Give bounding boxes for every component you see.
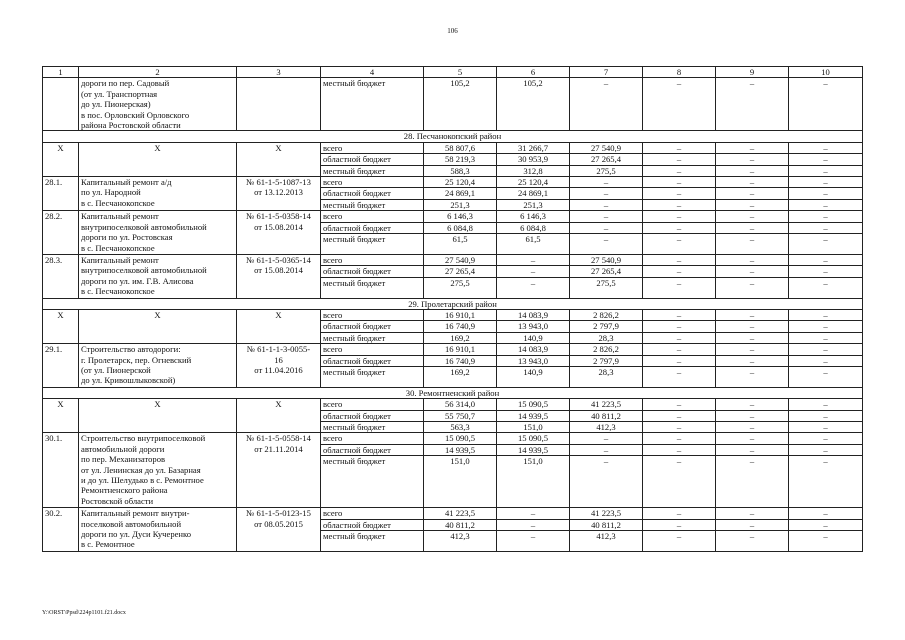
table-row: [43, 78, 863, 131]
value-cell: 412,3: [570, 530, 643, 551]
value-cell: 24 869,1: [497, 188, 570, 199]
funding-source: областной бюджет: [321, 519, 424, 530]
value-cell: –: [716, 142, 789, 153]
value-cell: 25 120,4: [497, 177, 570, 188]
value-cell: –: [643, 456, 716, 508]
value-cell: 30 953,9: [497, 154, 570, 165]
value-cell: 13 943,0: [497, 355, 570, 366]
value-cell: 16 910,1: [424, 309, 497, 320]
value-cell: –: [570, 199, 643, 210]
value-cell: 15 090,5: [424, 433, 497, 444]
value-cell: 6 146,3: [497, 211, 570, 222]
funding-source: областной бюджет: [321, 321, 424, 332]
value-cell: –: [643, 222, 716, 233]
funding-source: всего: [321, 399, 424, 410]
value-cell: –: [716, 234, 789, 255]
value-cell: –: [643, 530, 716, 551]
value-cell: –: [497, 508, 570, 519]
value-cell: –: [643, 309, 716, 320]
value-cell: 14 083,9: [497, 309, 570, 320]
column-header-row: [43, 67, 863, 78]
column-header: 6: [497, 67, 570, 78]
value-cell: 15 090,5: [497, 399, 570, 410]
value-cell: 275,5: [570, 165, 643, 176]
footer-file-path: Y:\ORST\Ppsd\224p1101.f21.docx: [42, 610, 126, 616]
table-row: [43, 254, 863, 265]
value-cell: –: [570, 234, 643, 255]
value-cell: 61,5: [424, 234, 497, 255]
value-cell: –: [643, 254, 716, 265]
value-cell: –: [643, 266, 716, 277]
value-cell: –: [716, 211, 789, 222]
funding-source: местный бюджет: [321, 332, 424, 343]
value-cell: –: [789, 332, 863, 343]
funding-source: всего: [321, 177, 424, 188]
value-cell: 6 146,3: [424, 211, 497, 222]
value-cell: –: [789, 78, 863, 131]
value-cell: –: [789, 266, 863, 277]
item-name: Строительство внутрипоселковой автомобильной дороги по пер. Механизаторов от ул. Ленинская до ул. Базарная и до ул. Шелудько в с. Ремонтное Ремонтненского района Ростовской области: [79, 433, 237, 508]
value-cell: 55 750,7: [424, 410, 497, 421]
value-cell: 14 939,5: [424, 444, 497, 455]
value-cell: –: [497, 266, 570, 277]
funding-source: областной бюджет: [321, 188, 424, 199]
item-document: № 61-1-5-1087-13 от 13.12.2013: [237, 177, 321, 211]
value-cell: –: [643, 444, 716, 455]
table-row: [43, 309, 863, 320]
funding-source: всего: [321, 433, 424, 444]
value-cell: –: [789, 530, 863, 551]
funding-source: областной бюджет: [321, 154, 424, 165]
item-number: 28.1.: [43, 177, 79, 211]
value-cell: –: [643, 399, 716, 410]
table-row: [43, 344, 863, 355]
funding-source: всего: [321, 142, 424, 153]
value-cell: –: [497, 254, 570, 265]
value-cell: 41 223,5: [570, 508, 643, 519]
funding-source: местный бюджет: [321, 421, 424, 432]
item-number: 30.2.: [43, 508, 79, 552]
value-cell: –: [643, 508, 716, 519]
item-document: Х: [237, 309, 321, 343]
table-row: [43, 433, 863, 444]
table-body: [43, 67, 863, 552]
value-cell: –: [716, 421, 789, 432]
value-cell: –: [716, 433, 789, 444]
value-cell: –: [497, 277, 570, 298]
item-document: № 61-1-1-3-0055- 16 от 11.04.2016: [237, 344, 321, 388]
item-document: № 61-1-5-0358-14 от 15.08.2014: [237, 211, 321, 255]
item-document: № 61-1-5-0123-15 от 08.05.2015: [237, 508, 321, 552]
item-document: № 61-1-5-0558-14 от 21.11.2014: [237, 433, 321, 508]
value-cell: –: [643, 188, 716, 199]
funding-source: местный бюджет: [321, 199, 424, 210]
funding-source: всего: [321, 309, 424, 320]
value-cell: 151,0: [424, 456, 497, 508]
value-cell: 151,0: [497, 421, 570, 432]
value-cell: 2 797,9: [570, 355, 643, 366]
value-cell: –: [716, 165, 789, 176]
value-cell: –: [570, 222, 643, 233]
value-cell: 61,5: [497, 234, 570, 255]
value-cell: 2 826,2: [570, 309, 643, 320]
item-document: [237, 78, 321, 131]
value-cell: –: [716, 530, 789, 551]
value-cell: 105,2: [497, 78, 570, 131]
value-cell: –: [789, 321, 863, 332]
item-name: Х: [79, 399, 237, 433]
column-header: 7: [570, 67, 643, 78]
table-row: [43, 399, 863, 410]
funding-source: всего: [321, 344, 424, 355]
value-cell: 58 807,6: [424, 142, 497, 153]
value-cell: 2 797,9: [570, 321, 643, 332]
funding-source: всего: [321, 508, 424, 519]
item-number: 30.1.: [43, 433, 79, 508]
value-cell: –: [789, 177, 863, 188]
value-cell: 412,3: [424, 530, 497, 551]
value-cell: 588,3: [424, 165, 497, 176]
value-cell: 2 826,2: [570, 344, 643, 355]
value-cell: –: [716, 332, 789, 343]
value-cell: –: [570, 177, 643, 188]
value-cell: –: [789, 188, 863, 199]
item-number: 28.3.: [43, 254, 79, 298]
column-header: 5: [424, 67, 497, 78]
value-cell: –: [716, 254, 789, 265]
value-cell: 27 265,4: [424, 266, 497, 277]
value-cell: 6 084,8: [424, 222, 497, 233]
value-cell: –: [789, 366, 863, 387]
district-title: 30. Ремонтненский район: [43, 387, 863, 398]
value-cell: –: [789, 355, 863, 366]
value-cell: 14 083,9: [497, 344, 570, 355]
value-cell: –: [643, 177, 716, 188]
value-cell: –: [716, 154, 789, 165]
column-header: 2: [79, 67, 237, 78]
value-cell: 563,3: [424, 421, 497, 432]
value-cell: –: [789, 444, 863, 455]
funding-source: местный бюджет: [321, 277, 424, 298]
value-cell: 14 939,5: [497, 444, 570, 455]
value-cell: 25 120,4: [424, 177, 497, 188]
value-cell: –: [643, 211, 716, 222]
district-header-row: [43, 131, 863, 142]
table-row: [43, 211, 863, 222]
table-row: [43, 508, 863, 519]
value-cell: –: [716, 410, 789, 421]
item-name: Строительство автодороги: г. Пролетарск, пер. Огневский (от ул. Пионерской до ул. Кривошлыковской): [79, 344, 237, 388]
value-cell: 140,9: [497, 366, 570, 387]
value-cell: 41 223,5: [570, 399, 643, 410]
item-name: Капитальный ремонт а/д по ул. Народной в с. Песчанокопское: [79, 177, 237, 211]
item-name: дороги по пер. Садовый (от ул. Транспортная до ул. Пионерская) в пос. Орловский Орловского района Ростовской области: [79, 78, 237, 131]
item-number: 28.2.: [43, 211, 79, 255]
value-cell: –: [716, 277, 789, 298]
value-cell: –: [716, 266, 789, 277]
value-cell: –: [716, 344, 789, 355]
column-header: 3: [237, 67, 321, 78]
district-header-row: [43, 298, 863, 309]
value-cell: 169,2: [424, 332, 497, 343]
column-header: 1: [43, 67, 79, 78]
value-cell: 40 811,2: [424, 519, 497, 530]
value-cell: 16 740,9: [424, 355, 497, 366]
funding-source: всего: [321, 211, 424, 222]
value-cell: –: [643, 78, 716, 131]
funding-source: местный бюджет: [321, 78, 424, 131]
value-cell: –: [497, 530, 570, 551]
value-cell: –: [643, 142, 716, 153]
value-cell: –: [789, 154, 863, 165]
value-cell: 412,3: [570, 421, 643, 432]
item-number: 29.1.: [43, 344, 79, 388]
value-cell: 16 740,9: [424, 321, 497, 332]
funding-source: местный бюджет: [321, 366, 424, 387]
item-number: Х: [43, 309, 79, 343]
item-number: Х: [43, 399, 79, 433]
value-cell: 56 314,0: [424, 399, 497, 410]
table-row: [43, 142, 863, 153]
district-title: 29. Пролетарский район: [43, 298, 863, 309]
column-header: 8: [643, 67, 716, 78]
value-cell: –: [716, 222, 789, 233]
value-cell: 27 265,4: [570, 154, 643, 165]
value-cell: –: [643, 410, 716, 421]
value-cell: –: [497, 519, 570, 530]
value-cell: –: [716, 456, 789, 508]
value-cell: 31 266,7: [497, 142, 570, 153]
value-cell: –: [570, 78, 643, 131]
value-cell: 151,0: [497, 456, 570, 508]
value-cell: –: [643, 234, 716, 255]
column-header: 9: [716, 67, 789, 78]
value-cell: –: [789, 199, 863, 210]
value-cell: –: [789, 309, 863, 320]
value-cell: –: [716, 355, 789, 366]
value-cell: –: [789, 234, 863, 255]
item-name: Х: [79, 309, 237, 343]
value-cell: –: [643, 433, 716, 444]
value-cell: –: [716, 444, 789, 455]
item-document: Х: [237, 142, 321, 176]
value-cell: –: [789, 211, 863, 222]
value-cell: –: [716, 366, 789, 387]
value-cell: –: [716, 309, 789, 320]
value-cell: –: [789, 277, 863, 298]
value-cell: 28,3: [570, 332, 643, 343]
value-cell: 41 223,5: [424, 508, 497, 519]
funding-source: областной бюджет: [321, 266, 424, 277]
value-cell: –: [789, 142, 863, 153]
funding-source: местный бюджет: [321, 234, 424, 255]
item-document: № 61-1-5-0365-14 от 15.08.2014: [237, 254, 321, 298]
item-name: Х: [79, 142, 237, 176]
item-number: [43, 78, 79, 131]
value-cell: 16 910,1: [424, 344, 497, 355]
value-cell: 13 943,0: [497, 321, 570, 332]
value-cell: 6 084,8: [497, 222, 570, 233]
value-cell: –: [716, 78, 789, 131]
value-cell: 27 265,4: [570, 266, 643, 277]
item-document: Х: [237, 399, 321, 433]
value-cell: –: [643, 332, 716, 343]
table-row: [43, 177, 863, 188]
value-cell: –: [789, 254, 863, 265]
funding-source: местный бюджет: [321, 456, 424, 508]
value-cell: –: [789, 421, 863, 432]
funding-source: областной бюджет: [321, 410, 424, 421]
value-cell: 15 090,5: [497, 433, 570, 444]
funding-source: местный бюджет: [321, 530, 424, 551]
value-cell: –: [643, 355, 716, 366]
value-cell: –: [716, 321, 789, 332]
value-cell: 28,3: [570, 366, 643, 387]
value-cell: 105,2: [424, 78, 497, 131]
value-cell: –: [643, 199, 716, 210]
value-cell: –: [789, 433, 863, 444]
value-cell: –: [570, 444, 643, 455]
value-cell: –: [570, 211, 643, 222]
page-number: 106: [447, 27, 458, 35]
value-cell: –: [716, 519, 789, 530]
value-cell: –: [789, 456, 863, 508]
value-cell: 312,8: [497, 165, 570, 176]
value-cell: –: [716, 177, 789, 188]
value-cell: 251,3: [424, 199, 497, 210]
value-cell: 40 811,2: [570, 519, 643, 530]
value-cell: –: [643, 519, 716, 530]
value-cell: 140,9: [497, 332, 570, 343]
value-cell: –: [570, 188, 643, 199]
value-cell: –: [789, 222, 863, 233]
funding-source: областной бюджет: [321, 444, 424, 455]
value-cell: –: [643, 277, 716, 298]
value-cell: –: [570, 433, 643, 444]
funding-source: областной бюджет: [321, 222, 424, 233]
value-cell: –: [789, 344, 863, 355]
value-cell: 275,5: [570, 277, 643, 298]
value-cell: –: [643, 321, 716, 332]
value-cell: –: [789, 399, 863, 410]
item-number: Х: [43, 142, 79, 176]
funding-source: местный бюджет: [321, 165, 424, 176]
value-cell: –: [789, 410, 863, 421]
funding-source: областной бюджет: [321, 355, 424, 366]
column-header: 10: [789, 67, 863, 78]
value-cell: –: [570, 456, 643, 508]
value-cell: 24 869,1: [424, 188, 497, 199]
value-cell: –: [716, 199, 789, 210]
value-cell: –: [643, 366, 716, 387]
value-cell: –: [643, 165, 716, 176]
value-cell: –: [716, 508, 789, 519]
district-header-row: [43, 387, 863, 398]
budget-table: [42, 66, 863, 552]
value-cell: 14 939,5: [497, 410, 570, 421]
value-cell: 58 219,3: [424, 154, 497, 165]
value-cell: –: [789, 519, 863, 530]
value-cell: –: [789, 508, 863, 519]
item-name: Капитальный ремонт внутрипоселковой автомобильной дороги по ул. им. Г.В. Алисова в с. Песчанокопское: [79, 254, 237, 298]
column-header: 4: [321, 67, 424, 78]
funding-source: всего: [321, 254, 424, 265]
value-cell: 40 811,2: [570, 410, 643, 421]
value-cell: 169,2: [424, 366, 497, 387]
value-cell: 27 540,9: [424, 254, 497, 265]
item-name: Капитальный ремонт внутрипоселковой автомобильной дороги по ул. Ростовская в с. Песчанокопское: [79, 211, 237, 255]
value-cell: 251,3: [497, 199, 570, 210]
value-cell: 275,5: [424, 277, 497, 298]
value-cell: –: [716, 399, 789, 410]
value-cell: 27 540,9: [570, 142, 643, 153]
value-cell: –: [643, 154, 716, 165]
district-title: 28. Песчанокопский район: [43, 131, 863, 142]
value-cell: –: [643, 421, 716, 432]
item-name: Капитальный ремонт внутри- поселковой автомобильной дороги по ул. Дуси Кучеренко в с. Ремонтное: [79, 508, 237, 552]
value-cell: –: [643, 344, 716, 355]
value-cell: –: [789, 165, 863, 176]
value-cell: –: [716, 188, 789, 199]
value-cell: 27 540,9: [570, 254, 643, 265]
